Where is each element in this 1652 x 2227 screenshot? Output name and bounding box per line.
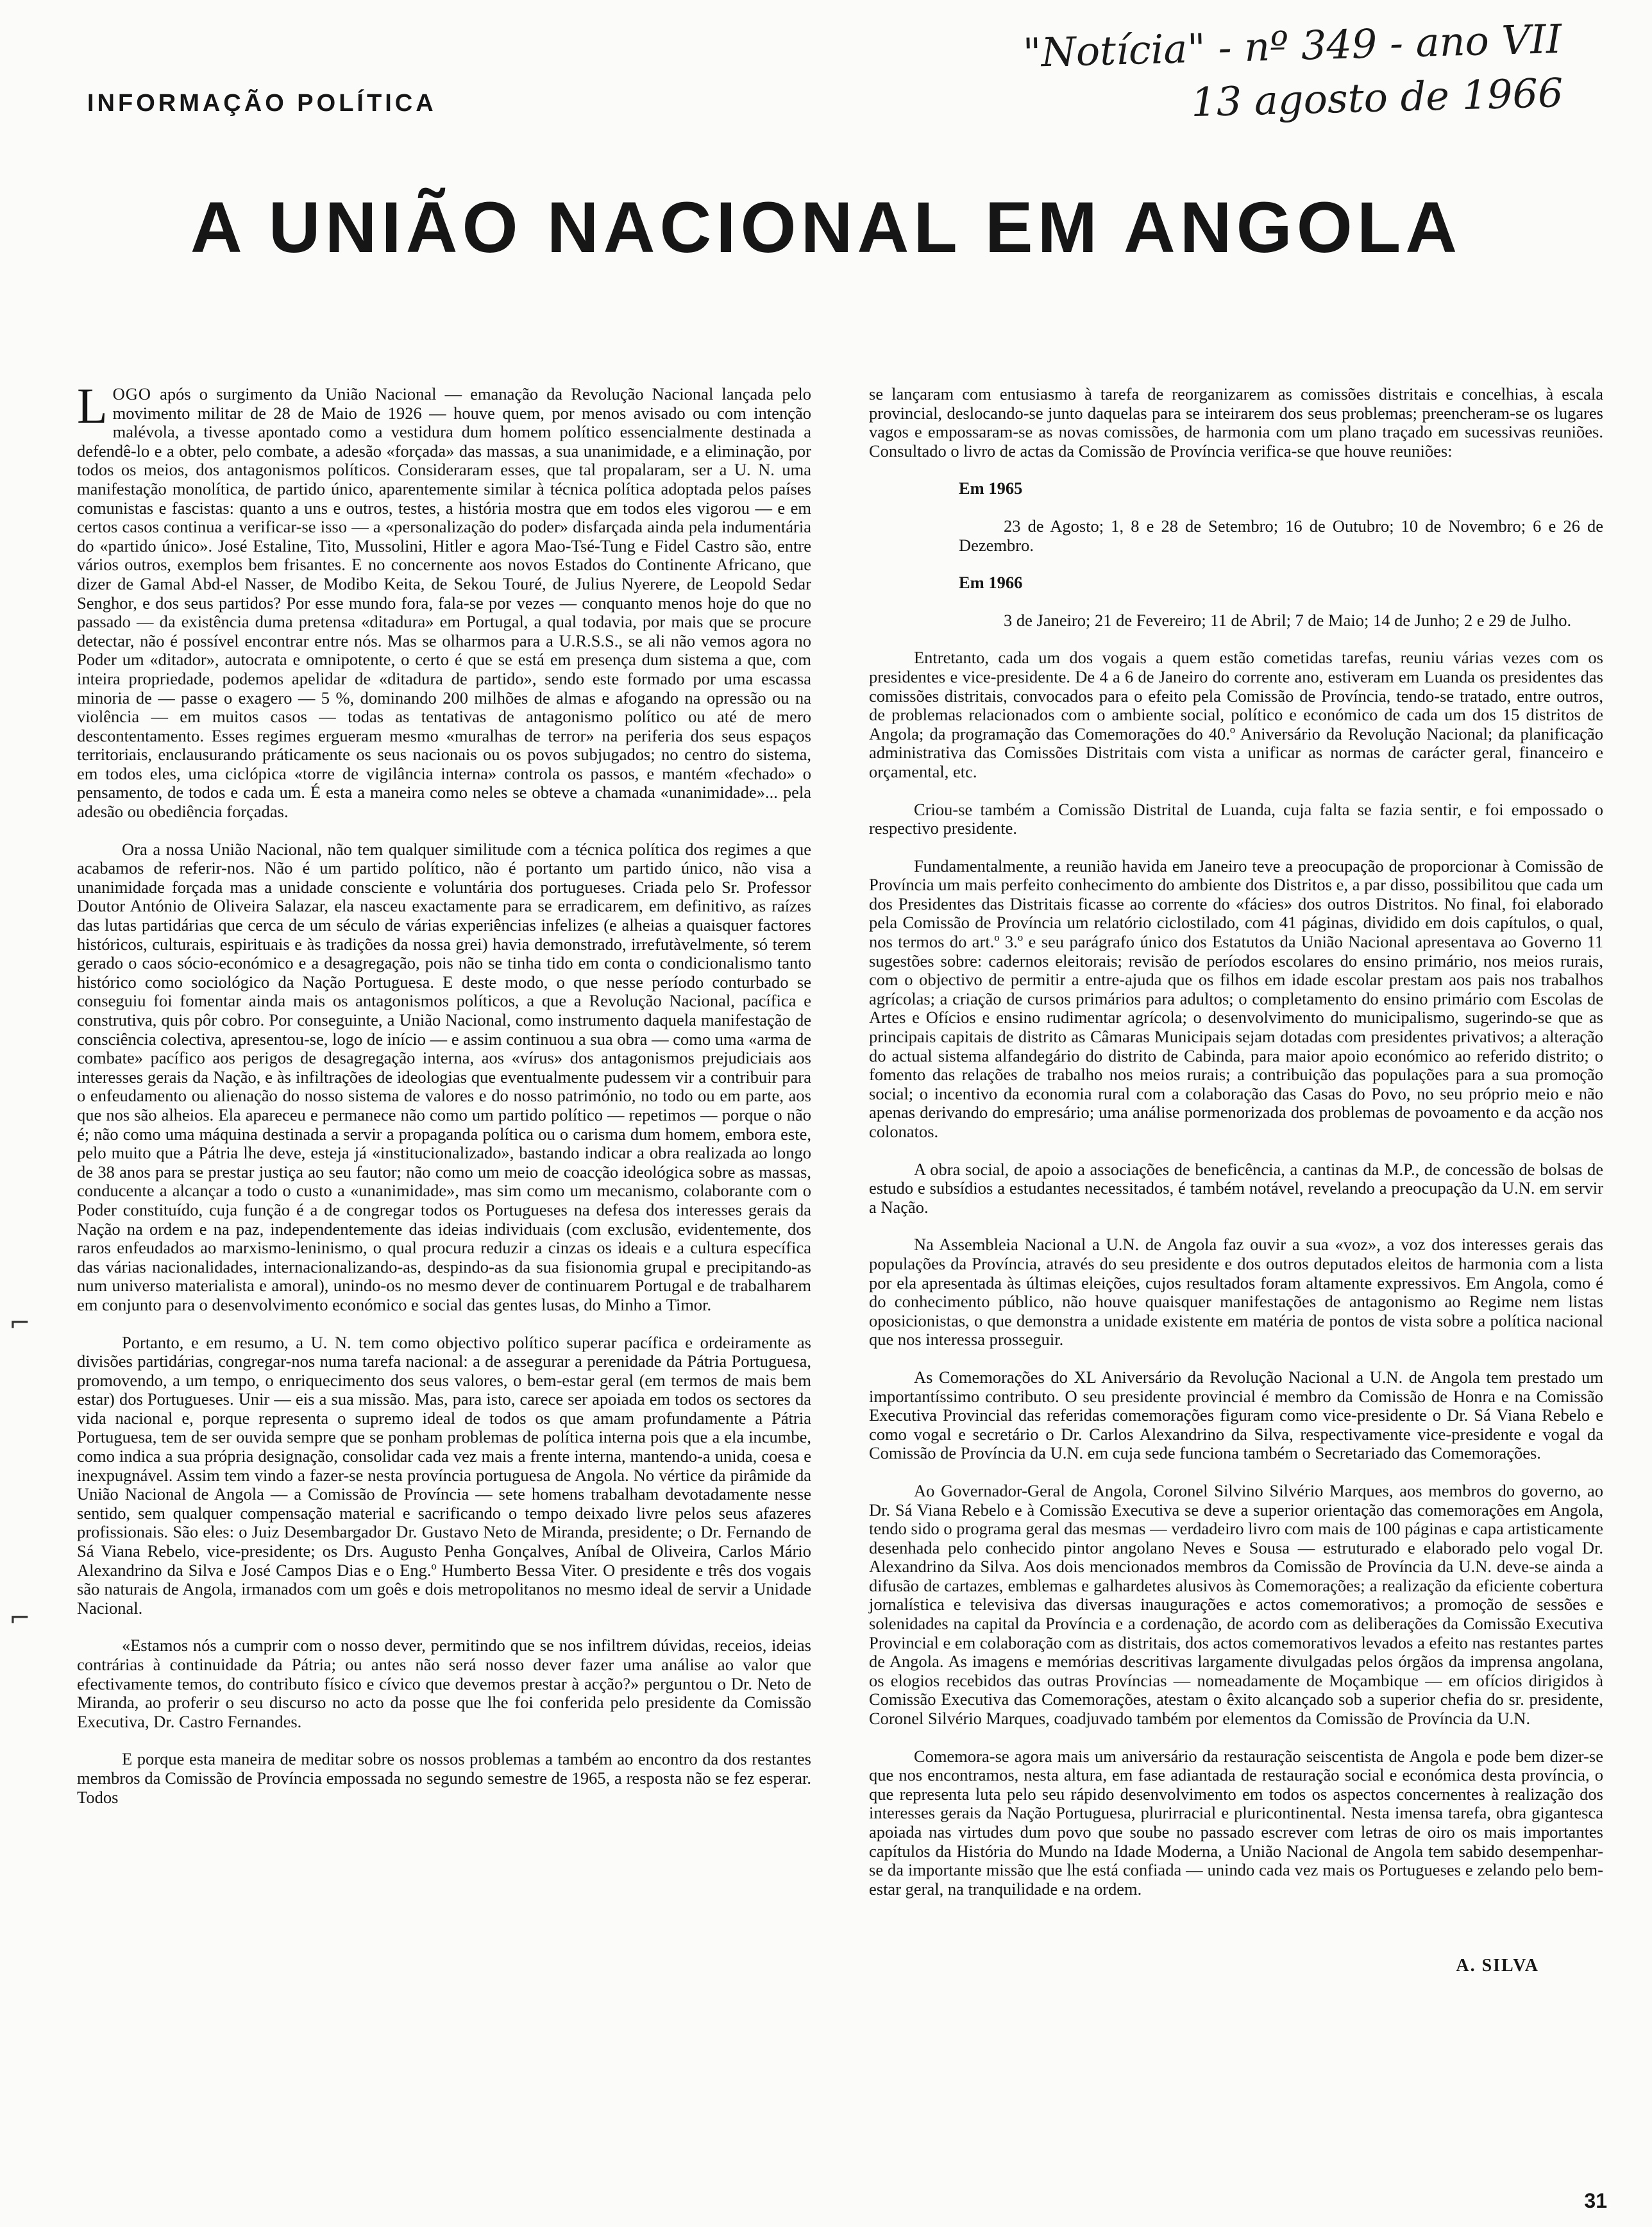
paragraph: As Comemorações do XL Aniversário da Revolução Nacional a U.N. de Angola tem prestado um importantíssimo contributo. O seu presidente provincial é membro da Comissão de Honra e na Comissão Executiva Provincial das referidas comemorações figuram como vice-presidente o Dr. Sá Viana Rebelo e como vogal e secretário o Dr. Carlos Alexandrino da Silva, respectivamente vice-presidente e vogal da Comissão de Província da U.N. em cuja sede funciona também o Secretariado das Comemorações. — [869, 1367, 1603, 1463]
right-column — [869, 385, 1603, 1976]
margin-mark: ⌐ — [9, 1604, 31, 1633]
paragraph — [77, 378, 811, 822]
handwritten-line-publication: "Notícia" - nº 349 - ano VII — [1022, 15, 1562, 77]
handwritten-line-date: 13 agosto de 1966 — [1190, 69, 1564, 126]
paragraph: Comemora-se agora mais um aniversário da restauração seiscentista de Angola e pode bem dizer-se que nos encontramos, nesta altura, em fase adiantada de restauração social e económica desta província, o que representa luta pelo seu rápido desenvolvimento em todos os aspectos concernentes à realização dos interesses gerais da Nação Portuguesa, plurirracial e pluricontinental. Nesta imensa tarefa, obra gigantesca apoiada nas virtudes dum povo que soube no passado escrever com letras de oiro os mais importantes capítulos da História do Mundo na Idade Moderna, a União Nacional de Angola tem sabido desempenhar-se da importante missão que lhe está confiada — unindo cada vez mais os Portugueses e zelando pelo bem-estar geral, na tranquilidade e na ordem. — [869, 1746, 1603, 1899]
author-signature: A. SILVA — [1456, 1956, 1539, 1976]
paragraph: Criou-se também a Comissão Distrital de Luanda, cuja falta se fazia sentir, e foi empossado o respectivo presidente. — [869, 799, 1603, 838]
lead-word: OGO — [112, 384, 152, 403]
drop-cap: L — [77, 378, 108, 434]
paragraph: Ora a nossa União Nacional, não tem qualquer similitude com a técnica política dos regimes a que acabamos de referir-nos. Não é um partido político, não é portanto um partido único, não visa a unanimidade forçada mas a unidade consciente e voluntária dos portugueses. Criada pelo Sr. Professor Doutor António de Oliveira Salazar, ela nasceu exactamente para se erradicarem, em definitivo, as raízes das lutas partidárias que cerca de um século de várias experiências infelizes (e alheias a quaisquer factores históricos, culturais, espirituais e às tradições da nossa grei) havia demonstrado, irrefutàvelmente, só terem gerado o caos sócio-económico e a desagregação, pois não se tinha tido em conta o condicionalismo tanto histórico como sociológico da Nação Portuguesa. E deste modo, o que nesse período conturbado se conseguiu foi fomentar ainda mais os antagonismos políticos, a que a Revolução Nacional, pacífica e construtiva, quis pôr cobro. Por conseguinte, a União Nacional, como instrumento daquela manifestação de consciência colectiva, apresentou-se, logo de início — e assim continuou a sua obra — como uma «arma de combate» pacífico aos perigos de desagregação interna, aos «vírus» dos antagonismos prejudiciais aos interesses gerais da Nação, e às infiltrações de ideologias que eventualmente pudessem vir a contribuir para o enfeudamento ou alienação do nosso sistema de valores e do nosso património, no todo ou em parte, aos que nos são alheios. Ela apareceu e permanece não como um partido político — repetimos — porque o não é; não como uma máquina destinada a servir a propaganda política ou o carisma dum homem, embora este, pelo muito que a Pátria lhe deve, esteja já «institucionalizado», bastando indicar a obra realizada ao longo de 38 anos para se prestar justiça ao seu fautor; não como um meio de coacção ideológica sobre as massas, conducente a alcançar a todo o custo a «unanimidade», mas sim como um mecanismo, colaborante com o Poder constituído, cuja função é a de congregar todos os Portugueses na defesa dos interesses gerais da Nação na ordem e na paz, independentemente das ideias individuais (com exclusão, evidentemente, dos raros enfeudados ao marxismo-leninismo, o qual procura reduzir a cinzas os ideais e a cultura específica das várias nacionalidades, internacionalizando-as, despindo-as da sua fisionomia grupal e precipitando-as num universo materialista e amoral), unindo-os no mesmo dever de continuarem Portugal e de trabalharem em conjunto para o desenvolvimento económico e social das gentes lusas, do Minho a Timor. — [77, 839, 811, 1314]
paragraph: E porque esta maneira de meditar sobre os nossos problemas a também ao encontro da dos restantes membros da Comissão de Província empossada no segundo semestre de 1965, a resposta não se fez esperar. Todos — [77, 1749, 811, 1807]
meetings-list — [869, 479, 1603, 630]
handwritten-annotation — [1022, 12, 1564, 133]
section-label: INFORMAÇÃO POLÍTICA — [87, 90, 437, 117]
article-body — [77, 378, 1604, 1976]
paragraph: se lançaram com entusiasmo à tarefa de reorganizarem as comissões distritais e concelhias, à escala provincial, deslocando-se junto daquelas para se inteirarem dos seus problemas; preencheram-se os lugares vagos e empossaram-se as novas comissões, de harmonia com um plano traçado em sucessivas reuniões. Consultado o livro de actas da Comissão de Província verifica-se que houve reuniões: — [869, 384, 1603, 461]
paragraph: «Estamos nós a cumprir com o nosso dever, permitindo que se nos infiltrem dúvidas, receios, ideias contrárias à continuidade da Pátria; ou antes não será nosso dever fazer uma análise ao valor que efectivamente temos, do contributo físico e cívico que devemos prestar à acção?» perguntou o Dr. Neto de Miranda, ao proferir o seu discurso no acto da posse que lhe foi conferida pelo presidente da Comissão Executiva, Dr. Castro Fernandes. — [77, 1636, 811, 1731]
meeting-dates: 3 de Janeiro; 21 de Fevereiro; 11 de Abril; 7 de Maio; 14 de Junho; 2 e 29 de Julho. — [1004, 610, 1572, 630]
paragraph: Portanto, e em resumo, a U. N. tem como objectivo político superar pacífica e ordeiramente as divisões partidárias, congregar-nos numa tarefa nacional: a de assegurar a perenidade da Pátria Portuguesa, promovendo, a um tempo, o enriquecimento dos seus valores, o bem-estar geral (em termos de mais bem estar) dos Portugueses. Unir — eis a sua missão. Mas, para isto, carece ser apoiada em todos os sectores da vida nacional e, porque representa o supremo ideal de todos os que amam profundamente a Pátria Portuguesa, tem de ser ouvida sempre que se ponham problemas de política interna pois que a ela incumbe, como indica a sua própria designação, consolidar cada vez mais a frente interna, mantendo-a unida, coesa e inexpugnável. Assim tem vindo a fazer-se nesta província portuguesa de Angola. No vértice da pirâmide da União Nacional de Angola — a Comissão de Província — sete homens trabalham devotadamente nesse sentido, sem qualquer compensação material e sacrificando o tempo deixado livre pelos seus afazeres profissionais. São eles: o Juiz Desembargador Dr. Gustavo Neto de Miranda, presidente; o Dr. Fernando de Sá Viana Rebelo, vice-presidente; os Drs. Augusto Penha Gonçalves, Aníbal de Oliveira, Carlos Mário Alexandrino da Silva e José Campos Dias e o Eng.º Humberto Bessa Viter. O presidente e três dos vogais são naturais de Angola, irmanados com um goês e dois metropolitanos no mesmo ideal de servir a Unidade Nacional. — [77, 1332, 811, 1618]
meeting-year: Em 1966 — [959, 573, 1023, 593]
meeting-year: Em 1965 — [959, 478, 1023, 498]
margin-mark: ⌐ — [9, 1308, 31, 1338]
page-number: 31 — [1584, 2189, 1607, 2212]
paragraph: Fundamentalmente, a reunião havida em Janeiro teve a preocupação de proporcionar à Comissão de Província um mais perfeito conhecimento do ambiente dos Distritos e, a par disso, possibilitou que cada um dos Presidentes das Distritais ficasse ao corrente do «fácies» dos outros Distritos. No final, foi elaborado pela Comissão de Província um relatório ciclostilado, com 41 páginas, dividido em dois capítulos, o qual, nos termos do art.º 3.º e seu parágrafo único dos Estatutos da União Nacional apresentava ao Governo 11 sugestões sobre: cadernos eleitorais; revisão de períodos escolares do ensino primário, nos meios rurais, com o objectivo de permitir a entre-ajuda que os filhos em idade escolar prestam aos pais nos trabalhos agrícolas; a criação de cursos primários para adultos; o completamento do ensino primário com Escolas de Artes e Ofícios e ensino rudimentar agrícola; o desenvolvimento do municipalismo, sugerindo-se que as principais capitais de distrito as Câmaras Municipais sejam dotadas com presidentes privativos; a alteração do actual sistema alfandegário do distrito de Cabinda, para maior apoio económico ao referido distrito; o fomento das relações de trabalho nos meios rurais; a contribuição das populações para a sua promoção social; o incentivo da economia rural com a colaboração das Casas do Povo, no seu próprio meio e não apenas derivando do empresário; uma análise pormenorizada dos problemas de povoamento e da acção nos colonatos. — [869, 856, 1603, 1141]
paragraph: Ao Governador-Geral de Angola, Coronel Silvino Silvério Marques, aos membros do governo, ao Dr. Sá Viana Rebelo e à Comissão Executiva se deve a superior orientação das comemorações em Angola, tendo sido o programa geral das mesmas — verdadeiro livro com mais de 100 páginas e capa artisticamente desenhada pelo conhecido pintor angolano Neves e Sousa — estruturado e elaborado pelo vogal Dr. Alexandrino da Silva. Aos dois mencionados membros da Comissão de Província da U.N. deve-se ainda a difusão de cartazes, emblemas e galhardetes alusivos às Comemorações; a realização da eficiente cobertura jornalística e televisiva das diversas inaugurações e actos comemorativos; a promoção de sessões e solenidades na capital da Província e a cordenação, de acordo com as deliberações da Comissão Executiva Provincial e em colaboração com as distritais, dos actos comemorativos levados a efeito nas restantes partes de Angola. As imagens e memórias descritivas largamente divulgadas pelos órgãos da imprensa angolana, os elogios recebidos das outras Províncias — nomeadamente de Moçambique — em ofícios dirigidos à Comissão Executiva das Comemorações, atestam o êxito alcançado sob a superior chefia do sr. presidente, Coronel Silvério Marques, coadjuvado também por elementos da Comissão de Província da U.N. — [869, 1480, 1604, 1729]
meeting-dates: 23 de Agosto; 1, 8 e 28 de Setembro; 16 de Outubro; 10 de Novembro; 6 e 26 de Dezembro. — [959, 516, 1603, 555]
paragraph: Na Assembleia Nacional a U.N. de Angola faz ouvir a sua «voz», a voz dos interesses gerais das populações da Província, através do seu presidente e dos outros deputados eleitos de harmonia com a lista por ela apresentada às últimas eleições, cujos resultados foram altamente expressivos. Em Angola, como é do conhecimento público, não houve quaisquer manifestações de antagonismo ao Regime nem listas oposicionistas, o que demonstra a unidade existente em matéria de pontos de vista sobre a política nacional que nos interessa prosseguir. — [869, 1235, 1603, 1350]
paragraph-text: após o surgimento da União Nacional — emanação da Revolução Nacional lançada pelo movimento militar de 28 de Maio de 1926 — houve quem, por menos avisado ou com intenção malévola, a tivesse apontado como a vestidura dum homem político essencialmente destinada a defendê-lo e a obter, pelo combate, a adesão «forçada» das massas, a sua unanimidade, e a eliminação, por todos os meios, dos antagonismos políticos. Consideraram esses, que tal propalaram, ser a U. N. uma manifestação monolítica, de partido único, aparentemente similar à técnica política adoptada pelos países comunistas e fascistas: quanto a uns e outros, testes, a história mostra que em todos eles vigorou — e em certos casos continua a verificar-se isso — a «personalização do poder» disfarçada ainda pela indumentária do «partido único». José Estaline, Tito, Mussolini, Hitler e agora Mao-Tsé-Tung e Fidel Castro são, entre vários outros, exemplos bem frisantes. E no concernente aos novos Estados do Continente Africano, que dizer de Gamal Abd-el Nasser, de Modibo Keita, de Sekou Touré, de Julius Nyerere, de Leopold Sedar Senghor, e dos seus partidos? Por esse mundo fora, fala-se por vezes — conquanto menos hoje do que no passado — da existência duma pretensa «ditadura» em Portugal, a qual todavia, por mais que se procure detectar, não é possível encontrar entre nós. Mas se olharmos para a U.R.S.S., se ali não vemos agora no Poder um «ditador», autocrata e omnipotente, o certo é que se está em presença dum sistema a que, com inteira propriedade, podemos apelidar de «ditadura de partido», sendo este formado por uma escassa minoria de — passe o exagero — 5 %, dominando 200 milhões de almas e afogando na opressão ou na violência — em muitos casos — todas as tentativas de antagonismo político ou até de mero descontentamento. Esses regimes ergueram mesmo «muralhas de terror» na periferia dos seus espaços territoriais, enclausurando práticamente os seus nacionais ou os povos subjugados; no centro do sistema, em todos eles, uma ciclópica «torre de vigilância interna» controla os passos, e mantém «fechado» o pensamento, de todos e cada um. É esta a maneira como neles se obteve a chamada «unanimidade»... pela adesão ou obediência forçadas. — [77, 384, 811, 822]
left-column — [77, 378, 811, 1976]
paragraph: Entretanto, cada um dos vogais a quem estão cometidas tarefas, reuniu várias vezes com os presidentes e vice-presidente. De 4 a 6 de Janeiro do corrente ano, estiveram em Luanda os presidentes das comissões distritais, convocados para o efeito pela Comissão de Província, tendo-se tratado, entre outros, de problemas relacionados com o ambiente social, político e económico de cada um dos 15 distritos de Angola; da programação das Comemorações do 40.º Aniversário da Revolução Nacional; da planificação administrativa das Comissões Distritais com vista a unificar as normas de carácter geral, financeiro e orçamental, etc. — [869, 648, 1603, 781]
article-headline: A UNIÃO NACIONAL EM ANGOLA — [190, 187, 1462, 267]
paragraph: A obra social, de apoio a associações de beneficência, a cantinas da M.P., de concessão de bolsas de estudo e subsídios a estudantes necessitados, é também notável, revelando a preocupação da U.N. em servir a Nação. — [869, 1159, 1603, 1217]
